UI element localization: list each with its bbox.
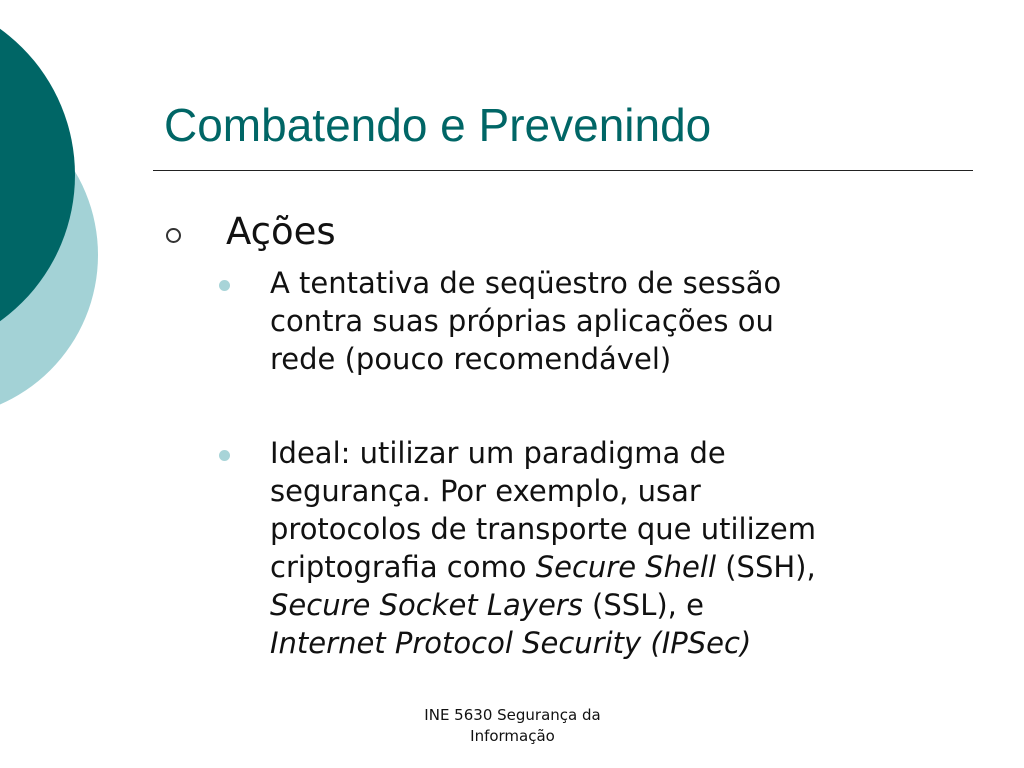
bullet-dot-icon <box>219 450 230 461</box>
text-run: Ideal: utilizar um paradigma de <box>270 436 726 470</box>
bullet-line <box>270 586 980 624</box>
text-run: contra suas próprias aplicações ou <box>270 304 774 338</box>
italic-text-run: Secure Shell <box>535 550 717 584</box>
level1-heading: Ações <box>226 210 336 253</box>
bullet-line <box>270 302 980 340</box>
text-run: rede (pouco recomendável) <box>270 342 672 376</box>
decorative-circles <box>0 0 110 420</box>
footer-line-1: INE 5630 Segurança da <box>424 706 601 724</box>
bullet-dot-icon <box>219 280 230 291</box>
italic-text-run: Secure Socket Layers <box>270 588 583 622</box>
bullet-item-1 <box>270 264 980 378</box>
bullet-line <box>270 510 980 548</box>
italic-text-run: Internet Protocol Security (IPSec) <box>270 626 752 660</box>
hollow-circle-bullet-icon <box>166 228 181 243</box>
bullet-line <box>270 340 980 378</box>
footer-line-2: Informação <box>470 727 555 745</box>
slide-footer <box>400 705 625 747</box>
bullet-line <box>270 264 980 302</box>
text-run: protocolos de transporte que utilizem <box>270 512 816 546</box>
text-run: criptografia como <box>270 550 536 584</box>
bullet-line <box>270 434 980 472</box>
bullet-line <box>270 624 980 662</box>
text-run: segurança. Por exemplo, usar <box>270 474 701 508</box>
bullet-line <box>270 472 980 510</box>
text-run: (SSL), e <box>582 588 704 622</box>
bullet-item-2 <box>270 434 980 662</box>
slide-title: Combatendo e Prevenindo <box>164 99 712 151</box>
text-run: A tentativa de seqüestro de sessão <box>270 266 782 300</box>
bullet-line <box>270 548 980 586</box>
title-divider <box>153 170 973 171</box>
text-run: (SSH), <box>716 550 816 584</box>
